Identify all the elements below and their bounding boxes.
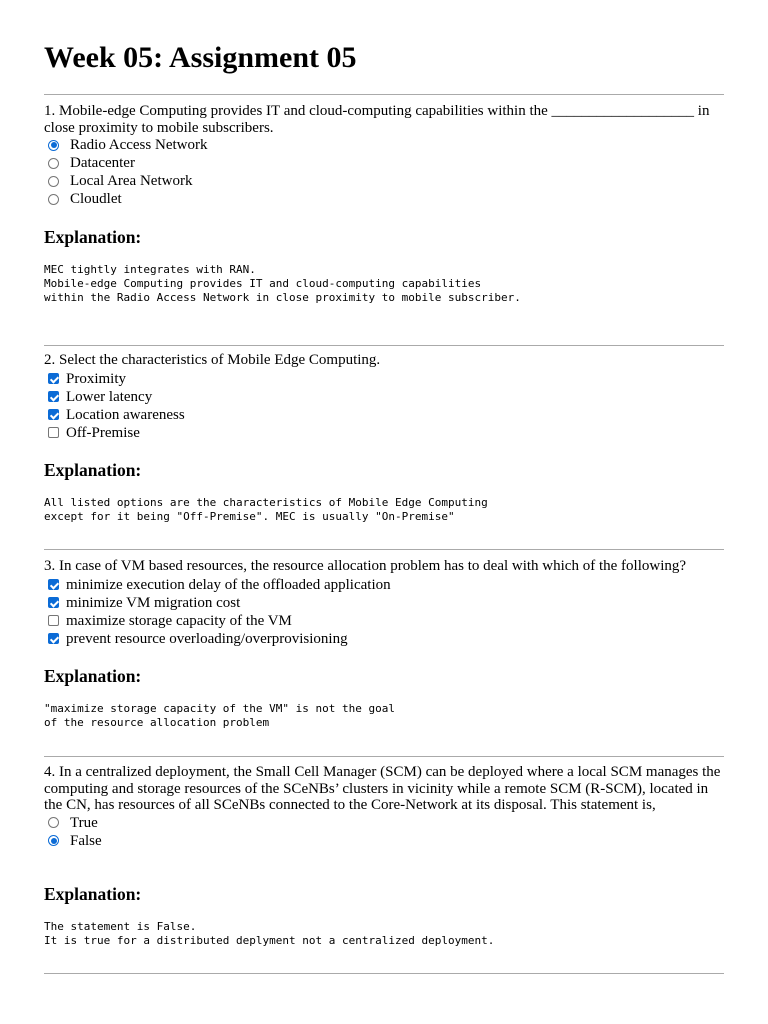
radio-button-selected[interactable] (48, 140, 59, 151)
option-list (44, 814, 724, 850)
checkbox-checked[interactable] (48, 373, 59, 384)
option-label: Lower latency (66, 388, 153, 405)
option-label: prevent resource overloading/overprovisioning (66, 630, 348, 647)
option-3[interactable] (44, 172, 724, 190)
option-list (44, 576, 724, 648)
option-list (44, 136, 724, 208)
option-list (44, 370, 724, 442)
question-2 (44, 352, 724, 442)
checkbox-checked[interactable] (48, 391, 59, 402)
divider (44, 549, 724, 550)
option-label: Local Area Network (70, 173, 193, 189)
option-1[interactable] (44, 136, 724, 154)
question-4 (44, 764, 724, 850)
checkbox-checked[interactable] (48, 409, 59, 420)
option-label: Location awareness (66, 406, 185, 423)
option-4[interactable] (44, 424, 724, 442)
question-text: 2. Select the characteristics of Mobile Edge Computing. (44, 352, 381, 368)
checkbox[interactable] (48, 427, 59, 438)
option-2[interactable] (44, 832, 724, 850)
option-label: True (70, 814, 98, 831)
checkbox-checked[interactable] (48, 597, 59, 608)
explanation-heading: Explanation: (44, 666, 142, 686)
option-3[interactable] (44, 406, 724, 424)
radio-button[interactable] (48, 176, 59, 187)
question-text: 1. Mobile-edge Computing provides IT and cloud-computing capabilities within the ___________________ in close proximity to mobile subscribers. (44, 103, 710, 136)
explanation-text: MEC tightly integrates with RAN. Mobile-edge Computing provides IT and cloud-computing capabilities within the Radio Access Network in close proximity to mobile subscriber. (44, 263, 521, 304)
divider (44, 973, 724, 974)
explanation-text: All listed options are the characteristics of Mobile Edge Computing except for it being "Off-Premise". MEC is usually "On-Premise" (44, 496, 488, 523)
option-label: Datacenter (70, 155, 135, 171)
explanation-heading: Explanation: (44, 460, 142, 480)
option-label: Radio Access Network (70, 137, 208, 153)
option-label: minimize execution delay of the offloaded application (66, 576, 391, 593)
radio-button[interactable] (48, 194, 59, 205)
radio-button[interactable] (48, 158, 59, 169)
option-1[interactable] (44, 370, 724, 388)
option-label: minimize VM migration cost (66, 594, 241, 611)
option-3[interactable] (44, 612, 724, 630)
question-1 (44, 103, 724, 208)
checkbox-checked[interactable] (48, 633, 59, 644)
option-1[interactable] (44, 814, 724, 832)
option-1[interactable] (44, 576, 724, 594)
option-label: maximize storage capacity of the VM (66, 612, 292, 629)
page-title: Week 05: Assignment 05 (44, 41, 357, 74)
option-4[interactable] (44, 190, 724, 208)
option-label: Proximity (66, 370, 127, 387)
option-2[interactable] (44, 594, 724, 612)
option-label: False (70, 832, 102, 849)
checkbox-checked[interactable] (48, 579, 59, 590)
divider (44, 756, 724, 757)
question-3 (44, 558, 724, 648)
explanation-heading: Explanation: (44, 227, 142, 247)
question-text: 3. In case of VM based resources, the resource allocation problem has to deal with which of the following? (44, 558, 687, 574)
explanation-heading: Explanation: (44, 884, 142, 904)
explanation-text: "maximize storage capacity of the VM" is not the goal of the resource allocation problem (44, 702, 395, 729)
radio-button-selected[interactable] (48, 835, 59, 846)
explanation-text: The statement is False. It is true for a distributed deplyment not a centralized deployment. (44, 920, 495, 947)
option-label: Cloudlet (70, 191, 122, 207)
option-label: Off-Premise (66, 424, 140, 441)
divider (44, 345, 724, 346)
radio-button[interactable] (48, 817, 59, 828)
question-text: 4. In a centralized deployment, the Small Cell Manager (SCM) can be deployed where a local SCM manages the computing and storage resources of the SCeNBs’ clusters in vicinity while a remote SCM (R-SCM), located in the CN, has resources of all SCeNBs connected to the Core-Network at its disposal. This statement is, (44, 764, 721, 813)
option-2[interactable] (44, 388, 724, 406)
option-2[interactable] (44, 154, 724, 172)
option-4[interactable] (44, 630, 724, 648)
divider (44, 94, 724, 95)
checkbox[interactable] (48, 615, 59, 626)
